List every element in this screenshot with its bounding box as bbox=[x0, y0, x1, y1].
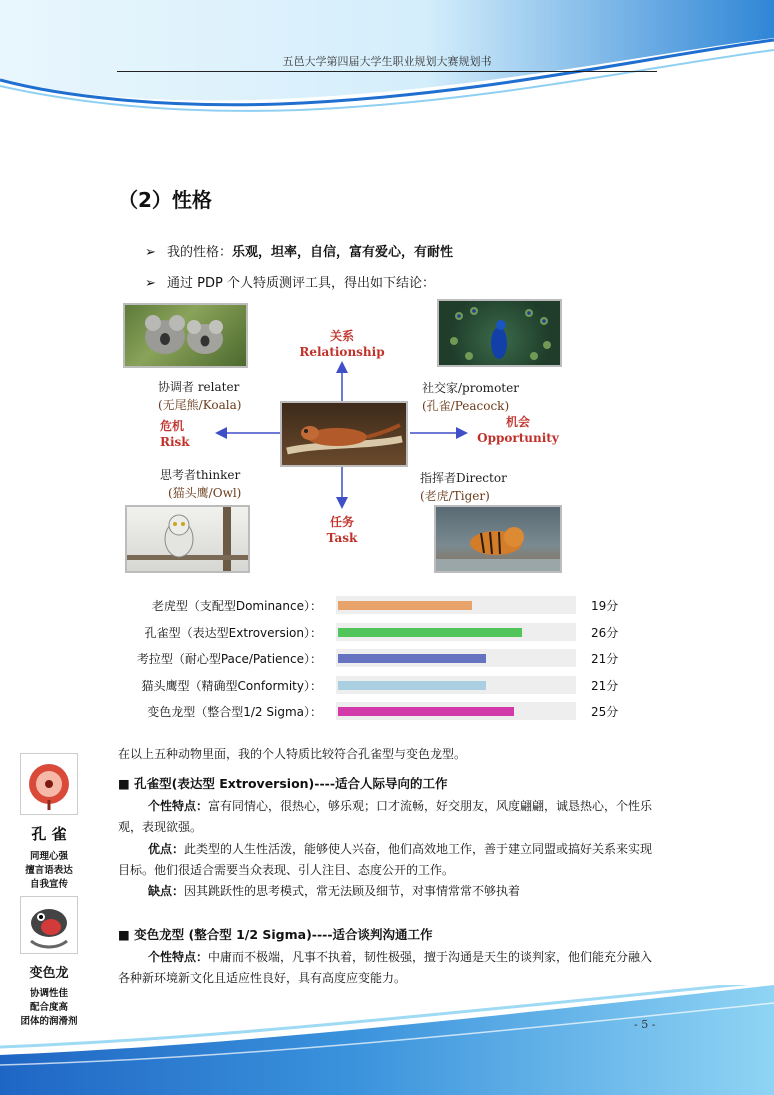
sidebar-peacock-card bbox=[20, 753, 78, 890]
bar-fill bbox=[338, 654, 486, 663]
sidebar-peacock-line: 擅言语表达 bbox=[25, 865, 73, 876]
header-rule bbox=[117, 71, 657, 72]
bullet-prefix: 我的性格： bbox=[167, 245, 233, 260]
bullet-personality bbox=[145, 241, 453, 260]
bar-category-label: 孔雀型（表达型Extroversion）： bbox=[144, 626, 322, 640]
bar-score-label: 21分 bbox=[591, 652, 619, 666]
axis-left-cn: 危机 bbox=[160, 419, 185, 433]
owl-sub: (猫头鹰/Owl) bbox=[168, 486, 242, 500]
bar-track bbox=[336, 702, 576, 720]
koala-sub: (无尾熊/Koala) bbox=[158, 398, 242, 412]
axis-top-en: Relationship bbox=[299, 345, 385, 359]
chameleon-heading: ■ 变色龙型 (整合型 1/2 Sigma)----适合谈判沟通工作 bbox=[118, 927, 433, 942]
koala-photo bbox=[123, 303, 248, 368]
owl-name: 思考者thinker bbox=[160, 468, 241, 482]
bar-track bbox=[336, 596, 576, 614]
sidebar-chameleon-line: 协调性佳 bbox=[29, 988, 68, 999]
chameleon-traits-text: 中庸而不极端，凡事不执着，韧性极强，擅于沟通是天生的谈判家，他们能充分融入各种新环境新文化且适应性良好，具有高度应变能力。 bbox=[118, 950, 653, 985]
arrow-bullet-icon: ➢ bbox=[145, 245, 156, 260]
sidebar-peacock-line: 自我宣传 bbox=[29, 879, 68, 890]
bar-fill bbox=[338, 628, 522, 637]
axis-bottom-cn: 任务 bbox=[329, 515, 354, 529]
bar-track bbox=[336, 623, 576, 641]
bar-category-label: 老虎型（支配型Dominance）： bbox=[151, 599, 322, 613]
peacock-label bbox=[422, 379, 519, 415]
sidebar-chameleon-title: 变色龙 bbox=[29, 966, 69, 981]
axis-bottom-label bbox=[317, 514, 367, 546]
tiger-sub: (老虎/Tiger) bbox=[420, 489, 490, 503]
tiger-photo bbox=[434, 505, 562, 573]
axis-right-en: Opportunity bbox=[477, 431, 559, 445]
owl-label bbox=[160, 466, 241, 502]
document-header-title: 五邑大学第四届大学生职业规划大赛规划书 bbox=[282, 55, 492, 68]
tiger-name: 指挥者Director bbox=[420, 471, 507, 485]
axis-left-en: Risk bbox=[160, 435, 190, 449]
peacock-pros-text: 此类型的人生性活泼，能够使人兴奋，他们高效地工作，善于建立同盟或搞好关系来实现目标。他们很适合需要当众表现、引人注目、态度公开的工作。 bbox=[118, 842, 653, 877]
peacock-sub: (孔雀/Peacock) bbox=[422, 399, 510, 413]
peacock-traits-label: 个性特点： bbox=[148, 799, 209, 813]
axis-top-label bbox=[292, 328, 392, 360]
bullet-pdp bbox=[145, 272, 435, 291]
peacock-cons-text: 因其跳跃性的思考模式，常无法顾及细节，对事情常常不够执着 bbox=[184, 884, 521, 898]
sidebar-chameleon-line: 团体的润滑剂 bbox=[20, 1016, 78, 1027]
bar-category-label: 猫头鹰型（精确型Conformity）： bbox=[141, 679, 322, 693]
arrow-bullet-icon: ➢ bbox=[145, 276, 156, 291]
sidebar-peacock-line: 同理心强 bbox=[29, 851, 68, 862]
koala-label bbox=[158, 378, 241, 414]
chameleon-traits bbox=[118, 947, 658, 989]
footer-wave bbox=[0, 985, 774, 1095]
peacock-pros-label: 优点： bbox=[148, 842, 185, 856]
bar-category-label: 变色龙型（整合型1/2 Sigma）： bbox=[147, 705, 322, 719]
sidebar-chameleon-line: 配合度高 bbox=[29, 1002, 68, 1013]
peacock-photo bbox=[437, 299, 562, 367]
chameleon-illustration bbox=[20, 896, 78, 954]
personality-traits: 乐观，坦率，自信，富有爱心，有耐性 bbox=[232, 245, 454, 260]
bar-score-label: 26分 bbox=[591, 626, 619, 640]
pdp-diagram bbox=[120, 296, 570, 581]
sidebar-peacock-title: 孔 雀 bbox=[31, 825, 67, 843]
bar-fill bbox=[338, 707, 514, 716]
owl-photo bbox=[125, 505, 250, 573]
axis-right-cn: 机会 bbox=[505, 415, 530, 429]
axis-right-label bbox=[473, 414, 563, 446]
chameleon-photo bbox=[280, 401, 408, 467]
koala-name: 协调者 relater bbox=[158, 380, 240, 394]
bar-track bbox=[336, 649, 576, 667]
bar-fill bbox=[338, 681, 486, 690]
peacock-name: 社交家/promoter bbox=[422, 381, 519, 395]
bar-score-label: 25分 bbox=[591, 705, 619, 719]
peacock-cons bbox=[118, 881, 658, 902]
bar-score-label: 19分 bbox=[591, 599, 619, 613]
bar-score-label: 21分 bbox=[591, 679, 619, 693]
bar-fill bbox=[338, 601, 472, 610]
bar-category-label: 考拉型（耐心型Pace/Patience）： bbox=[136, 652, 322, 666]
pdp-text: 通过 PDP 个人特质测评工具，得出如下结论： bbox=[167, 276, 435, 291]
peacock-heading: ■ 孔雀型(表达型 Extroversion)----适合人际导向的工作 bbox=[118, 776, 448, 791]
axis-left-label bbox=[160, 418, 190, 450]
peacock-traits bbox=[118, 796, 658, 838]
peacock-illustration bbox=[20, 753, 78, 815]
axis-bottom-en: Task bbox=[326, 531, 358, 545]
intro-text: 在以上五种动物里面，我的个人特质比较符合孔雀型与变色龙型。 bbox=[118, 747, 467, 761]
chameleon-traits-label: 个性特点： bbox=[148, 950, 209, 964]
peacock-traits-text: 富有同情心，很热心，够乐观；口才流畅，好交朋友，风度翩翩，诚恳热心，个性乐观，表现欲强。 bbox=[118, 799, 653, 834]
page-number: - 5 - bbox=[634, 1018, 656, 1031]
section-title: （2）性格 bbox=[118, 188, 212, 212]
peacock-cons-label: 缺点： bbox=[148, 884, 185, 898]
bar-track bbox=[336, 676, 576, 694]
peacock-pros bbox=[118, 839, 658, 881]
tiger-label bbox=[420, 469, 507, 505]
axis-top-cn: 关系 bbox=[329, 329, 354, 343]
